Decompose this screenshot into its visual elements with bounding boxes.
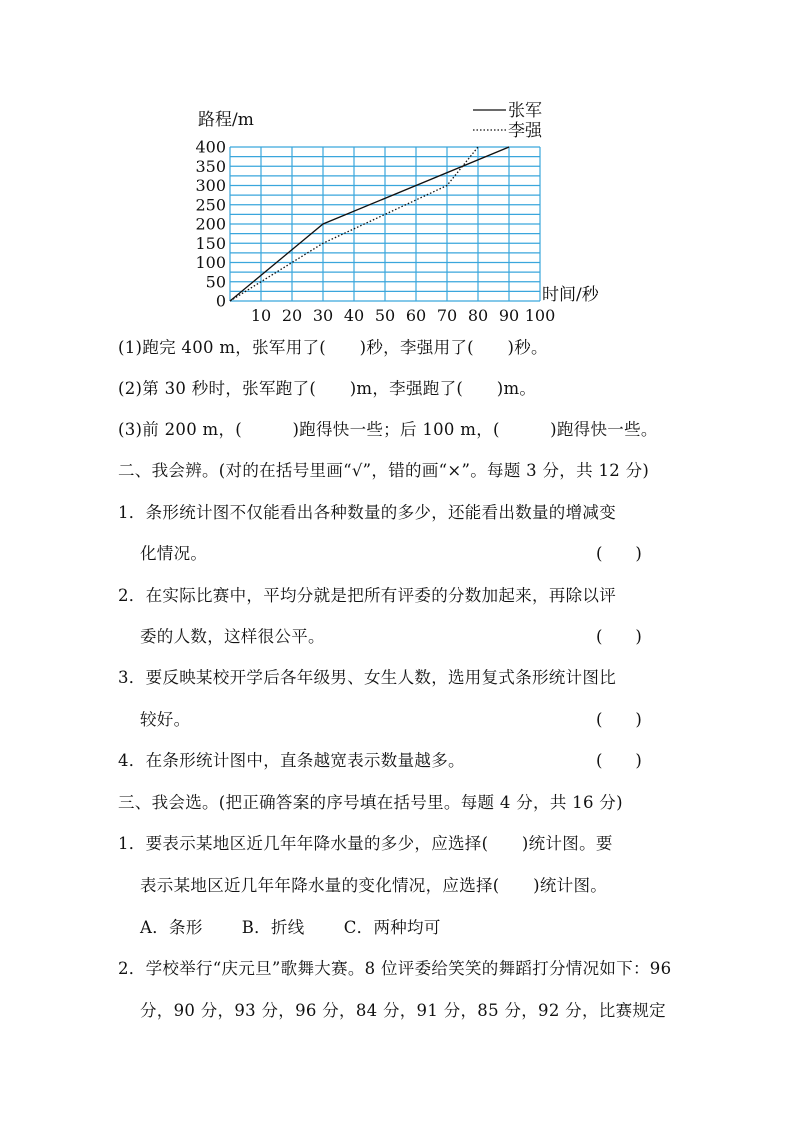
distance-time-line-chart	[190, 95, 620, 327]
x-tick-label: 70	[436, 306, 458, 325]
chart-legend	[473, 101, 543, 141]
judge-item-3-line1: 3．要反映某校开学后各年级男、女生人数，选用复式条形统计图比	[118, 668, 616, 687]
judge-item-2-line2: 委的人数，这样很公平。	[140, 627, 325, 646]
legend-label-zhangjun: 张军	[508, 101, 542, 121]
legend-label-liqiang: 李强	[508, 121, 542, 141]
x-axis-tick-labels	[251, 306, 555, 325]
x-tick-label: 20	[281, 306, 303, 325]
choice-q2-line2: 分，90 分，93 分，96 分，84 分，91 分，85 分，92 分，比赛规定	[140, 1001, 666, 1020]
judge-item-2-line1: 2．在实际比赛中，平均分就是把所有评委的分数加起来，再除以评	[118, 586, 616, 605]
x-tick-label: 30	[312, 306, 334, 325]
choice-q1-line2: 表示某地区近几年年降水量的变化情况，应选择( )统计图。	[140, 876, 608, 895]
y-tick-label: 50	[205, 272, 226, 292]
y-tick-label: 350	[195, 156, 226, 176]
y-axis-tick-labels	[195, 138, 226, 311]
y-tick-label: 0	[215, 291, 226, 311]
x-tick-label: 100	[524, 306, 556, 325]
y-tick-label: 300	[195, 176, 226, 195]
y-tick-label: 150	[195, 233, 226, 253]
answer-bracket-4[interactable]: ( )	[596, 751, 642, 770]
judge-item-1-line2: 化情况。	[140, 544, 208, 563]
y-tick-label: 200	[195, 214, 226, 234]
answer-bracket-3[interactable]: ( )	[596, 710, 642, 729]
x-tick-label: 90	[498, 306, 520, 325]
answer-bracket-2[interactable]: ( )	[596, 627, 642, 646]
judge-item-4: 4．在条形统计图中，直条越宽表示数量越多。	[118, 751, 465, 770]
x-tick-label: 50	[374, 306, 396, 325]
y-tick-label: 400	[195, 137, 226, 157]
judge-item-1-line1: 1．条形统计图不仅能看出各种数量的多少，还能看出数量的增减变	[118, 503, 616, 522]
y-tick-label: 100	[195, 253, 226, 272]
chart-grid	[230, 147, 540, 301]
answer-bracket-1[interactable]: ( )	[596, 544, 642, 563]
y-tick-label: 250	[195, 195, 226, 215]
x-tick-label: 80	[467, 306, 489, 325]
choice-q1-options: A．条形 B．折线 C．两种均可	[140, 918, 441, 937]
x-tick-label: 60	[405, 306, 427, 325]
section-3-heading: 三、我会选。(把正确答案的序号填在括号里。每题 4 分，共 16 分)	[118, 793, 623, 812]
section-2-heading: 二、我会辨。(对的在括号里画“√”，错的画“×”。每题 3 分，共 12 分)	[118, 461, 650, 480]
choice-q1-line1: 1．要表示某地区近几年年降水量的多少，应选择( )统计图。要	[118, 834, 613, 853]
question-2: (2)第 30 秒时，张军跑了( )m，李强跑了( )m。	[118, 379, 537, 398]
judge-item-3-line2: 较好。	[140, 710, 191, 729]
choice-q2-line1: 2．学校举行“庆元旦”歌舞大赛。8 位评委给笑笑的舞蹈打分情况如下：96	[118, 959, 672, 978]
question-3: (3)前 200 m，( )跑得快一些；后 100 m，( )跑得快一些。	[118, 420, 658, 439]
x-axis-label: 时间/秒	[542, 285, 599, 305]
x-tick-label: 10	[250, 306, 272, 325]
y-axis-label: 路程/m	[198, 110, 254, 130]
question-1: (1)跑完 400 m，张军用了( )秒，李强用了( )秒。	[118, 338, 548, 357]
x-tick-label: 40	[343, 306, 365, 325]
